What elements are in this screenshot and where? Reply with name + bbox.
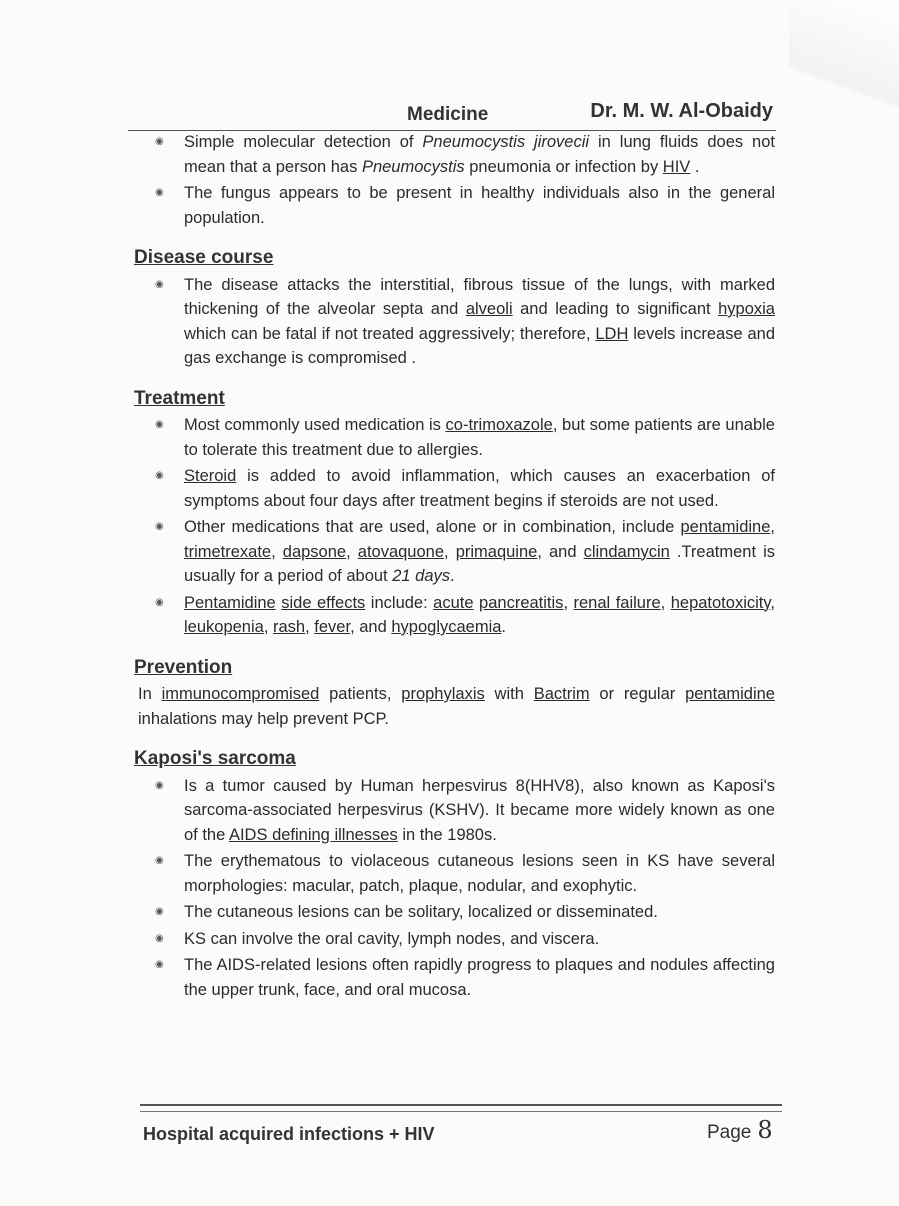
term-link: LDH xyxy=(595,324,629,343)
term-link: Bactrim xyxy=(533,685,590,703)
list-item: ◉ KS can involve the oral cavity, lymph nodes, and viscera. xyxy=(184,927,775,952)
page-header xyxy=(135,100,775,128)
section-title-disease-course: Disease course xyxy=(134,247,274,268)
term-link: dapsone xyxy=(282,542,347,561)
term-link: fever xyxy=(314,618,351,636)
section-title-kaposi: Kaposi's sarcoma xyxy=(134,748,296,769)
term-link: prophylaxis xyxy=(401,685,485,703)
list-item: ◉ The erythematous to violaceous cutaneous lesions seen in KS have several morphologies: macular, patch, plaque, nodular, and exophytic. xyxy=(184,849,775,898)
term-link: alveoli xyxy=(465,300,513,318)
term-link: Steroid xyxy=(184,467,237,485)
section-title-prevention: Prevention xyxy=(134,656,233,678)
term-link: pentamidine xyxy=(685,685,775,703)
term-link: renal failure xyxy=(573,593,661,612)
list-item: ◉ Simple molecular detection of Pneumocystis jirovecii in lung fluids does not mean that a person has Pneumocystis pneumonia or infection by HIV . xyxy=(184,130,775,179)
italic-term: Pneumocystis xyxy=(361,157,465,176)
italic-term: Pneumocystis jirovecii xyxy=(422,133,590,151)
list-item: ◉ Other medications that are used, alone or in combination, include pentamidine, trimetrexate, dapsone, atovaquone, primaquine, and clindamycin .Treatment is usually for a period of about 21 days. xyxy=(184,515,775,589)
list-item: ◉ Steroid is added to avoid inflammation, which causes an exacerbation of symptoms about four days after treatment begins if steroids are not used. xyxy=(184,464,775,513)
term-link: hypoxia xyxy=(718,300,775,318)
footer-page-label: Page xyxy=(707,1122,752,1143)
italic-term: 21 days xyxy=(392,567,451,585)
footer-title: Hospital acquired infections + HIV xyxy=(143,1124,435,1144)
term-link: acute xyxy=(433,593,474,612)
list-item: ◉ Most commonly used medication is co-trimoxazole, but some patients are unable to tolerate this treatment due to allergies. xyxy=(184,413,775,462)
kaposi-list xyxy=(130,774,775,1003)
page-body xyxy=(130,128,775,1004)
prevention-paragraph: In immunocompromised patients, prophylaxis with Bactrim or regular pentamidine inhalations may help prevent PCP. xyxy=(138,685,775,728)
list-item: ◉ Is a tumor caused by Human herpesvirus 8(HHV8), also known as Kaposi's sarcoma-associated herpesvirus (KSHV). It became more widely known as one of the AIDS defining illnesses in the 1980s. xyxy=(184,774,775,848)
footer-page-number: 8 xyxy=(757,1116,773,1144)
term-link: rash xyxy=(273,618,306,636)
page-corner-fold xyxy=(789,0,899,170)
header-subject: Medicine xyxy=(407,104,489,125)
list-item: ◉ The cutaneous lesions can be solitary, localized or disseminated. xyxy=(184,900,775,925)
term-link: HIV xyxy=(662,157,691,176)
term-link: primaquine xyxy=(455,542,538,561)
treatment-list xyxy=(130,413,775,640)
term-link: immunocompromised xyxy=(161,685,320,703)
list-item: ◉ The AIDS-related lesions often rapidly progress to plaques and nodules affecting the upper trunk, face, and oral mucosa. xyxy=(184,953,775,1002)
term-link: co-trimoxazole xyxy=(445,416,553,434)
disease-course-list xyxy=(130,273,775,371)
term-link: leukopenia xyxy=(184,618,264,636)
term-link: hypoglycaemia xyxy=(391,618,502,636)
intro-list xyxy=(130,130,775,230)
term-link: pentamidine xyxy=(680,518,771,536)
footer-page xyxy=(707,1116,773,1144)
term-link: AIDS defining illnesses xyxy=(228,825,398,844)
list-item: ◉ The disease attacks the interstitial, fibrous tissue of the lungs, with marked thickening of the alveolar septa and alveoli and leading to significant hypoxia which can be fatal if not treated aggressively; therefore, LDH levels increase and gas exchange is compromised . xyxy=(184,273,775,371)
section-title-treatment: Treatment xyxy=(134,387,225,409)
term-link: atovaquone xyxy=(357,542,445,561)
term-link: Pentamidine xyxy=(184,593,276,612)
header-author: Dr. M. W. Al-Obaidy xyxy=(590,100,773,122)
term-link: trimetrexate xyxy=(184,542,272,561)
list-item: ◉ Pentamidine side effects include: acute pancreatitis, renal failure, hepatotoxicity, leukopenia, rash, fever, and hypoglycaemia. xyxy=(184,591,775,640)
footer-divider xyxy=(140,1104,782,1112)
list-item: ◉ The fungus appears to be present in healthy individuals also in the general population. xyxy=(184,181,775,230)
term-link: clindamycin xyxy=(583,542,670,561)
term-link: side effects xyxy=(281,593,366,612)
term-link: pancreatitis xyxy=(479,593,564,612)
term-link: hepatotoxicity xyxy=(670,593,771,612)
